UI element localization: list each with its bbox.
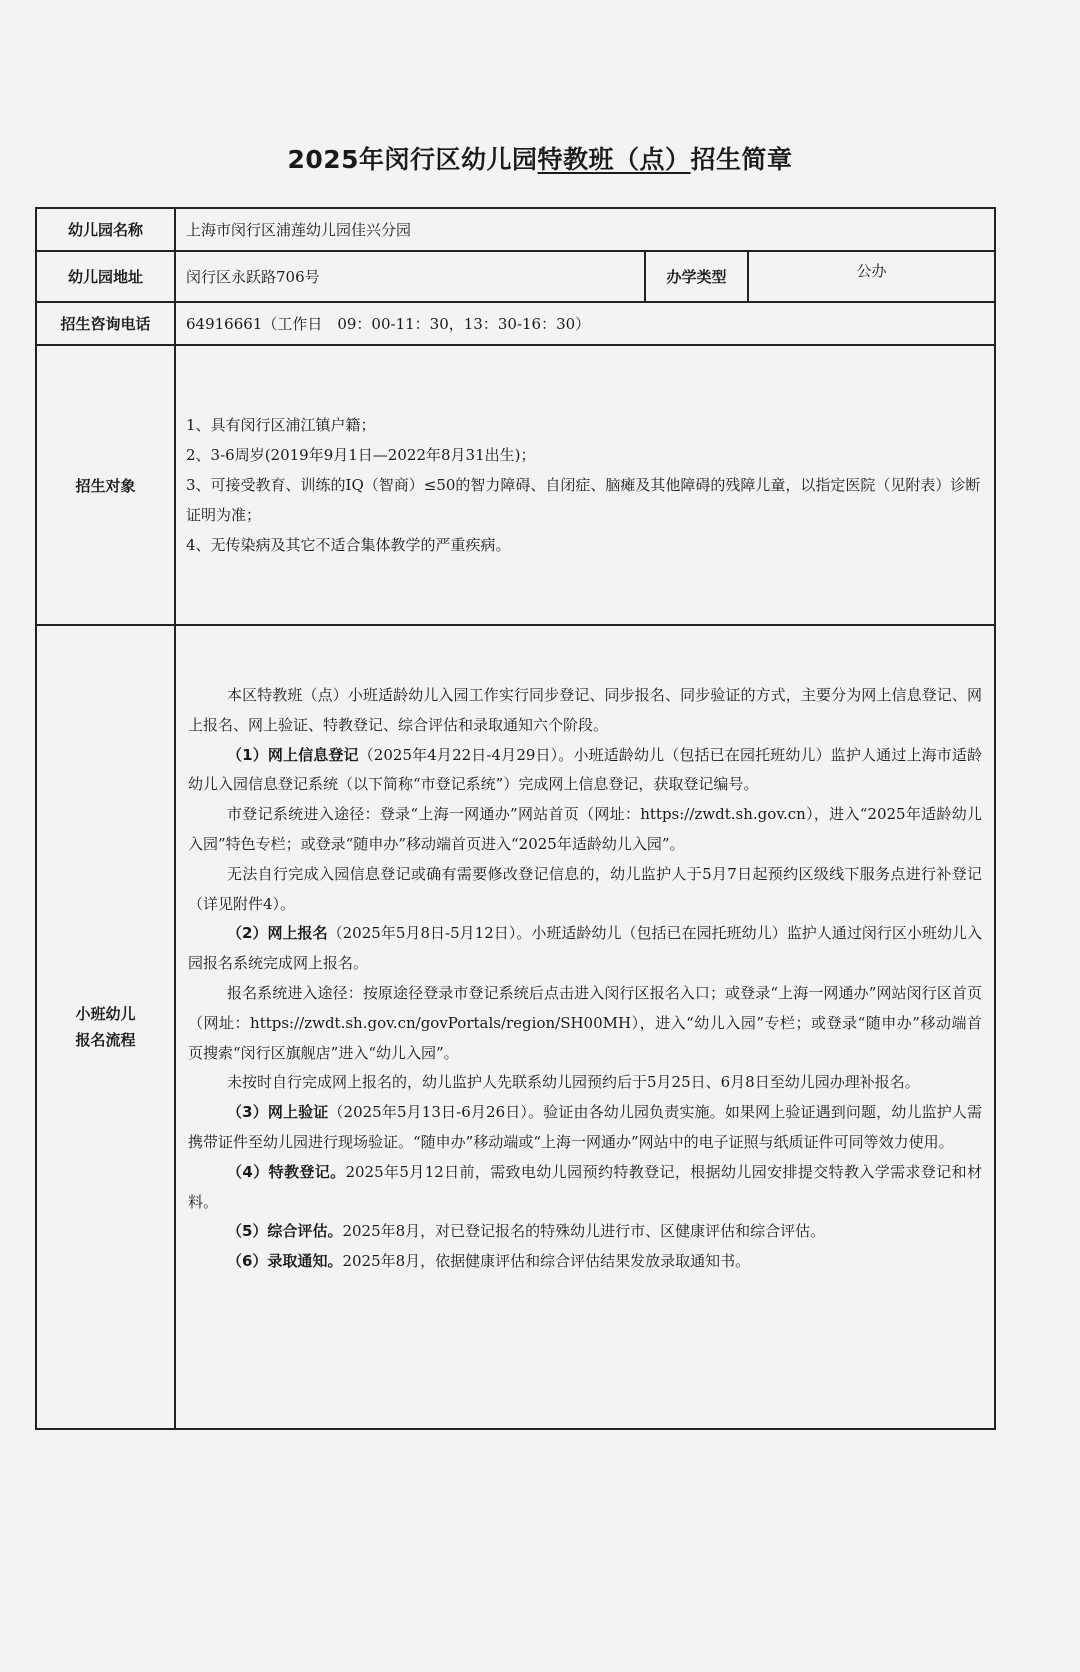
consult-phone-label: 招生咨询电话 [36,302,175,345]
row-enrollment-target [36,345,995,625]
step-5-text: 2025年8月，对已登记报名的特殊幼儿进行市、区健康评估和综合评估。 [342,1222,826,1241]
step-1-title: （1）网上信息登记 [227,745,359,764]
process-step-1-entry: 市登记系统进入途径：登录“上海一网通办”网站首页（网址：https://zwdt.sh.gov.cn），进入“2025年适龄幼儿入园”特色专栏；或登录“随申办”移动端首页进入“2025年适龄幼儿入园”。 [188,805,983,853]
step-6-title: （6）录取通知。 [227,1252,343,1271]
enrollment-target-label: 招生对象 [36,345,175,625]
school-type-label: 办学类型 [645,251,748,302]
title-prefix: 2025年闵行区幼儿园 [287,145,538,174]
step-3-text: （2025年5月13日-6月26日）。验证由各幼儿园负责实施。如果网上验证遇到问题，幼儿监护人需携带证件至幼儿园进行现场验证。“随申办”移动端或“上海一网通办”网站中的电子证照与纸质证件可同等效力使用。 [188,1103,983,1151]
step-3-title: （3）网上验证 [227,1103,329,1122]
target-item: 4、无传染病及其它不适合集体教学的严重疾病。 [186,536,511,554]
process-step-1-supplement: 无法自行完成入园信息登记或确有需要修改登记信息的，幼儿监护人于5月7日起预约区级线下服务点进行补登记（详见附件4）。 [188,864,983,913]
enrollment-target-content [175,345,995,625]
title-suffix: 招生简章 [690,145,793,174]
registration-process-label [36,625,175,1429]
process-label-line2: 报名流程 [75,1031,136,1049]
process-step-5 [188,1217,982,1247]
step-4-title: （4）特教登记。 [227,1162,346,1181]
registration-process-content [175,625,995,1429]
step-6-text: 2025年8月，依据健康评估和综合评估结果发放录取通知书。 [342,1252,751,1271]
process-label-line1: 小班幼儿 [75,1005,136,1023]
kindergarten-name-value: 上海市闵行区浦莲幼儿园佳兴分园 [175,208,995,251]
process-step-2-supplement: 未按时自行完成网上报名的，幼儿监护人先联系幼儿园预约后于5月25日、6月8日至幼儿园办理补报名。 [227,1073,920,1092]
step-4-text: 2025年5月12日前，需致电幼儿园预约特教登记，根据幼儿园安排提交特教入学需求登记和材料。 [188,1162,983,1211]
target-item: 1、具有闵行区浦江镇户籍； [186,416,376,434]
title-underlined: 特教班（点） [537,145,691,174]
process-step-1 [188,741,982,801]
row-kindergarten-name [36,208,995,251]
school-type-value: 公办 [748,251,995,302]
enrollment-form-table [35,207,996,1430]
consult-phone-value: 64916661（工作日 09：00-11：30，13：30-16：30） [175,302,995,345]
process-step-2-entry: 报名系统进入途径：按原途径登录市登记系统后点击进入闵行区报名入口；或登录“上海一网通办”网站闵行区首页（网址：https://zwdt.sh.gov.cn/govPortals/region/SH00MH），进入“幼儿入园”专栏；或登录“随申办”移动端首页搜索“闵行区旗舰店”进入“幼儿入园”。 [188,983,983,1062]
row-consult-phone [36,302,995,345]
page-title [0,140,1080,176]
process-step-4 [188,1158,982,1218]
step-1-text: （2025年4月22日-4月29日）。小班适龄幼儿（包括已在园托班幼儿）监护人通过上海市适龄幼儿入园信息登记系统（以下简称“市登记系统”）完成网上信息登记，获取登记编号。 [188,745,982,794]
kindergarten-address-value: 闵行区永跃路706号 [175,251,645,302]
step-2-title: （2）网上报名 [227,924,328,943]
process-step-6 [188,1247,982,1277]
kindergarten-name-label: 幼儿园名称 [36,208,175,251]
kindergarten-address-label: 幼儿园地址 [36,251,175,302]
target-item: 2、3-6周岁(2019年9月1日—2022年8月31出生)； [186,446,536,464]
target-item: 3、可接受教育、训练的IQ（智商）≤50的智力障碍、自闭症、脑瘫及其他障碍的残障儿童，以指定医院（见附表）诊断证明为准； [186,476,981,524]
process-intro: 本区特教班（点）小班适龄幼儿入园工作实行同步登记、同步报名、同步验证的方式，主要分为网上信息登记、网上报名、网上验证、特教登记、综合评估和录取通知六个阶段。 [188,686,983,734]
process-step-2 [188,919,982,979]
row-registration-process [36,625,995,1429]
process-step-3 [188,1098,982,1158]
step-2-text: （2025年5月8日-5月12日）。小班适龄幼儿（包括已在园托班幼儿）监护人通过闵行区小班幼儿入园报名系统完成网上报名。 [188,924,983,973]
row-kindergarten-address [36,251,995,302]
step-5-title: （5）综合评估。 [227,1222,343,1241]
